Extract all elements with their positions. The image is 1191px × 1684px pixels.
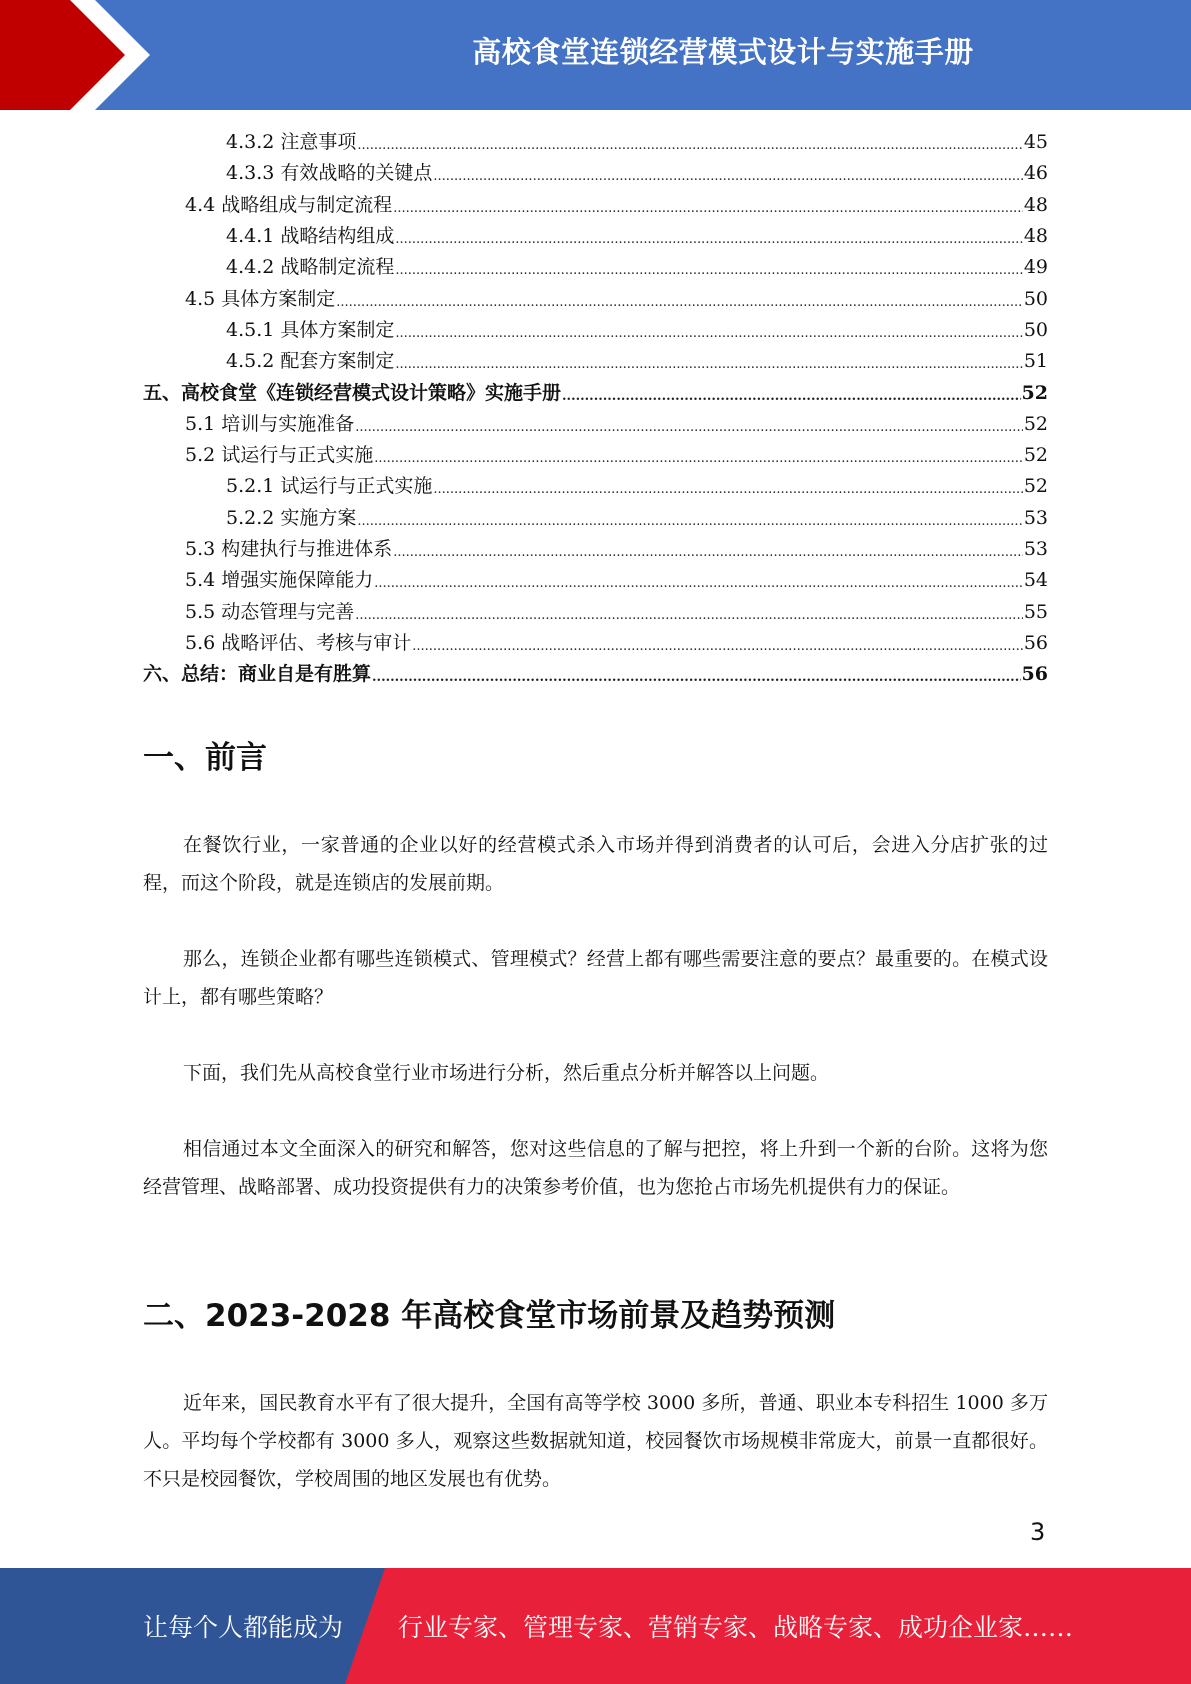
toc-entry[interactable]	[143, 503, 1048, 534]
toc-leader-dots	[374, 452, 1023, 465]
paragraph: 那么，连锁企业都有哪些连锁模式、管理模式？经营上都有哪些需要注意的要点？最重要的。在模式设计上，都有哪些策略？	[143, 948, 1048, 1008]
toc-entry[interactable]	[143, 346, 1048, 377]
toc-leader-dots	[355, 609, 1023, 622]
toc-leader-dots	[562, 390, 1021, 403]
toc-entry[interactable]	[143, 596, 1048, 627]
toc-entry-page: 50	[1023, 318, 1048, 341]
toc-entry-page: 53	[1023, 538, 1048, 560]
toc-leader-dots	[433, 483, 1022, 496]
toc-entry-label: 4.4.2 战略制定流程	[226, 256, 395, 279]
paragraph: 相信通过本文全面深入的研究和解答，您对这些信息的了解与把控，将上升到一个新的台阶。这将为您经营管理、战略部署、成功投资提供有力的决策参考价值，也为您抢占市场先机提供有力的保证。	[143, 1138, 1048, 1198]
toc-entry[interactable]	[143, 283, 1048, 314]
toc-entry[interactable]	[143, 534, 1048, 565]
section-heading: 一、前言	[143, 740, 267, 776]
toc-entry-page: 48	[1023, 193, 1048, 216]
toc-entry-label: 5.2.1 试运行与正式实施	[226, 475, 433, 498]
toc-entry[interactable]	[143, 565, 1048, 596]
toc-entry-label: 5.3 构建执行与推进体系	[185, 538, 393, 560]
toc-entry-page: 56	[1021, 663, 1048, 686]
toc-entry-page: 56	[1023, 631, 1048, 654]
toc-leader-dots	[393, 202, 1023, 215]
footer-slogan-right: 行业专家、管理专家、营销专家、战略专家、成功企业家……	[398, 1613, 1074, 1642]
toc-entry-label: 4.5.2 配套方案制定	[226, 350, 395, 373]
toc-entry[interactable]	[143, 127, 1048, 158]
toc-entry-label: 4.4.1 战略结构组成	[226, 225, 395, 248]
toc-leader-dots	[412, 640, 1023, 653]
toc-entry-page: 48	[1023, 225, 1048, 248]
toc-entry-page: 53	[1023, 506, 1048, 529]
toc-leader-dots	[395, 264, 1022, 277]
toc-entry-page: 46	[1023, 162, 1048, 185]
toc-entry-page: 45	[1023, 131, 1048, 154]
toc-entry[interactable]	[143, 190, 1048, 221]
section-heading: 二、2023-2028 年高校食堂市场前景及趋势预测	[143, 1298, 836, 1334]
toc-leader-dots	[357, 515, 1022, 528]
toc-entry[interactable]	[143, 315, 1048, 346]
toc-leader-dots	[395, 327, 1022, 340]
toc-entry-page: 50	[1023, 287, 1048, 310]
toc-leader-dots	[372, 671, 1021, 684]
paragraph: 在餐饮行业，一家普通的企业以好的经营模式杀入市场并得到消费者的认可后，会进入分店扩张的过程，而这个阶段，就是连锁店的发展前期。	[143, 834, 1048, 894]
toc-entry[interactable]	[143, 471, 1048, 502]
toc-entry-label: 5.5 动态管理与完善	[185, 600, 355, 623]
toc-leader-dots	[393, 546, 1023, 559]
toc-leader-dots	[395, 358, 1022, 371]
toc-entry-page: 55	[1023, 600, 1048, 623]
table-of-contents	[143, 127, 1048, 690]
toc-entry-label: 五、高校食堂《连锁经营模式设计策略》实施手册	[143, 381, 562, 404]
toc-entry-page: 52	[1023, 475, 1048, 498]
toc-entry-label: 4.5 具体方案制定	[185, 287, 336, 310]
page-number: 3	[1030, 1518, 1046, 1546]
paragraph: 近年来，国民教育水平有了很大提升，全国有高等学校 3000 多所，普通、职业本专科招生 1000 多万人。平均每个学校都有 3000 多人，观察这些数据就知道，校园餐饮市场规模非常庞大，前景一直都很好。不只是校园餐饮，学校周围的地区发展也有优势。	[143, 1392, 1048, 1490]
toc-entry-page: 49	[1023, 256, 1048, 279]
toc-entry-page: 52	[1023, 412, 1048, 435]
toc-entry-label: 4.3.3 有效战略的关键点	[226, 162, 433, 185]
toc-entry-label: 5.1 培训与实施准备	[185, 412, 355, 435]
toc-entry-page: 52	[1021, 381, 1048, 404]
toc-entry[interactable]	[143, 252, 1048, 283]
page-footer	[0, 1568, 1191, 1684]
page-header	[0, 0, 1191, 110]
toc-entry-label: 5.4 增强实施保障能力	[185, 569, 374, 592]
toc-entry[interactable]	[143, 409, 1048, 440]
toc-entry-label: 4.4 战略组成与制定流程	[185, 193, 393, 216]
toc-entry-label: 4.5.1 具体方案制定	[226, 318, 395, 341]
toc-entry-page: 51	[1023, 350, 1048, 373]
toc-entry[interactable]	[143, 158, 1048, 189]
toc-entry-label: 4.3.2 注意事项	[226, 131, 357, 154]
toc-leader-dots	[336, 296, 1023, 309]
toc-entry-page: 52	[1023, 444, 1048, 467]
toc-leader-dots	[355, 421, 1023, 434]
toc-entry-page: 54	[1023, 569, 1048, 592]
toc-leader-dots	[357, 139, 1022, 152]
paragraph: 下面，我们先从高校食堂行业市场进行分析，然后重点分析并解答以上问题。	[183, 1062, 830, 1084]
toc-entry-label: 5.2.2 实施方案	[226, 506, 357, 529]
toc-leader-dots	[433, 170, 1022, 183]
toc-entry-label: 5.6 战略评估、考核与审计	[185, 631, 412, 654]
toc-entry-label: 六、总结：商业自是有胜算	[143, 663, 372, 686]
footer-slogan-left: 让每个人都能成为	[143, 1613, 344, 1642]
toc-entry-chapter[interactable]	[143, 659, 1048, 690]
toc-entry[interactable]	[143, 221, 1048, 252]
document-title: 高校食堂连锁经营模式设计与实施手册	[472, 34, 974, 69]
toc-leader-dots	[374, 577, 1023, 590]
toc-leader-dots	[395, 233, 1022, 246]
toc-entry[interactable]	[143, 440, 1048, 471]
toc-entry[interactable]	[143, 628, 1048, 659]
toc-entry-chapter[interactable]	[143, 377, 1048, 408]
toc-entry-label: 5.2 试运行与正式实施	[185, 444, 374, 467]
